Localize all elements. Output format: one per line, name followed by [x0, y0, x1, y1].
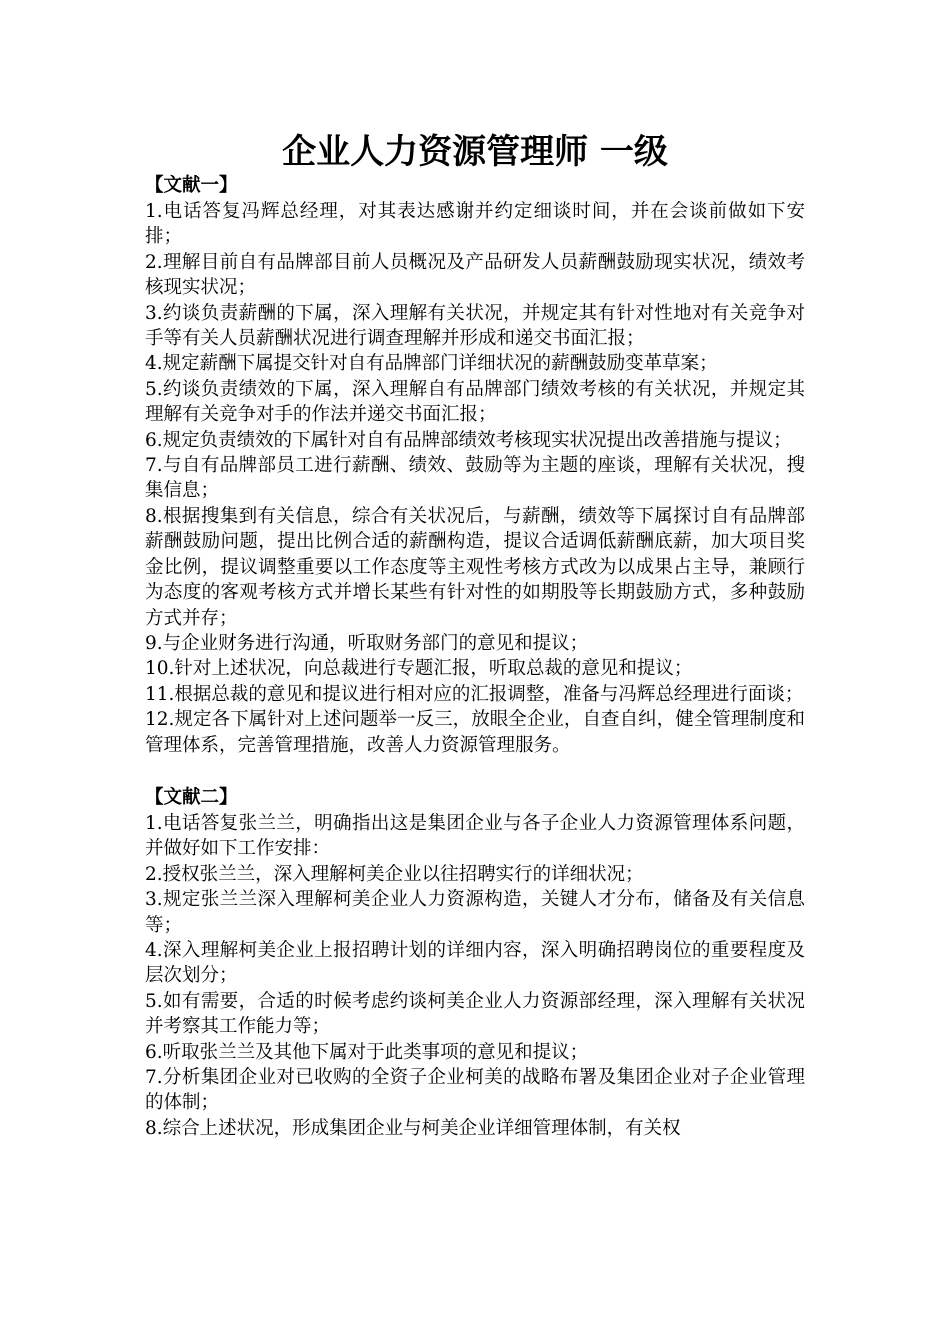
list-item: 11.根据总裁的意见和提议进行相对应的汇报调整，准备与冯辉总经理进行面谈； — [145, 683, 804, 705]
section-spacer — [145, 758, 805, 784]
list-item: 4.规定薪酬下属提交针对自有品牌部门详细状况的薪酬鼓励变革草案； — [145, 353, 718, 375]
list-item: 12.规定各下属针对上述问题举一反三，放眼全企业，自查自纠，健全管理制度和管理体系，完善管理措施，改善人力资源管理服务。 — [145, 709, 805, 756]
list-item: 6.听取张兰兰及其他下属对于此类事项的意见和提议； — [145, 1041, 589, 1063]
list-item: 2.授权张兰兰，深入理解柯美企业以往招聘实行的详细状况； — [145, 863, 644, 885]
list-item: 9.与企业财务进行沟通，听取财务部门的意见和提议； — [145, 632, 589, 654]
section-literature-1 — [145, 172, 805, 758]
section-heading: 【文献二】 — [145, 786, 238, 808]
section-literature-2 — [145, 784, 805, 1141]
list-item: 8.综合上述状况，形成集团企业与柯美企业详细管理体制，有关权 — [145, 1117, 681, 1139]
list-item: 1.电话答复张兰兰，明确指出这是集团企业与各子企业人力资源管理体系问题，并做好如下工作安排： — [145, 812, 805, 860]
list-item: 6.规定负责绩效的下属针对自有品牌部绩效考核现实状况提出改善措施与提议； — [145, 429, 792, 451]
list-item: 7.与自有品牌部员工进行薪酬、绩效、鼓励等为主题的座谈，理解有关状况，搜集信息； — [145, 455, 805, 502]
list-item: 3.规定张兰兰深入理解柯美企业人力资源构造，关键人才分布，储备及有关信息等； — [145, 889, 805, 936]
list-item: 7.分析集团企业对已收购的全资子企业柯美的战略布署及集团企业对子企业管理的体制； — [145, 1067, 805, 1114]
list-item: 10.针对上述状况，向总裁进行专题汇报，听取总裁的意见和提议； — [145, 658, 693, 680]
list-item: 4.深入理解柯美企业上报招聘计划的详细内容，深入明确招聘岗位的重要程度及层次划分； — [145, 939, 805, 987]
document-title: 企业人力资源管理师 一级 — [282, 132, 668, 172]
list-item: 2.理解目前自有品牌部目前人员概况及产品研发人员薪酬鼓励现实状况，绩效考核现实状况； — [145, 251, 805, 299]
document-body — [145, 172, 805, 1141]
list-item: 3.约谈负责薪酬的下属，深入理解有关状况，并规定其有针对性地对有关竞争对手等有关人员薪酬状况进行调查理解并形成和递交书面汇报； — [145, 302, 805, 350]
list-item: 1.电话答复冯辉总经理，对其表达感谢并约定细谈时间，并在会谈前做如下安排； — [145, 201, 805, 248]
list-item: 8.根据搜集到有关信息，综合有关状况后，与薪酬，绩效等下属探讨自有品牌部薪酬鼓励问题，提出比例合适的薪酬构造，提议合适调低薪酬底薪，加大项目奖金比例，提议调整重要以工作态度等主观性考核方式改为以成果占主导，兼顾行为态度的客观考核方式并增长某些有针对性的如期股等长期鼓励方式，多种鼓励方式并存； — [145, 505, 805, 629]
section-heading: 【文献一】 — [145, 175, 238, 196]
list-item: 5.约谈负责绩效的下属，深入理解自有品牌部门绩效考核的有关状况，并规定其理解有关竞争对手的作法并递交书面汇报； — [145, 378, 805, 426]
list-item: 5.如有需要，合适的时候考虑约谈柯美企业人力资源部经理，深入理解有关状况并考察其工作能力等； — [145, 990, 805, 1038]
